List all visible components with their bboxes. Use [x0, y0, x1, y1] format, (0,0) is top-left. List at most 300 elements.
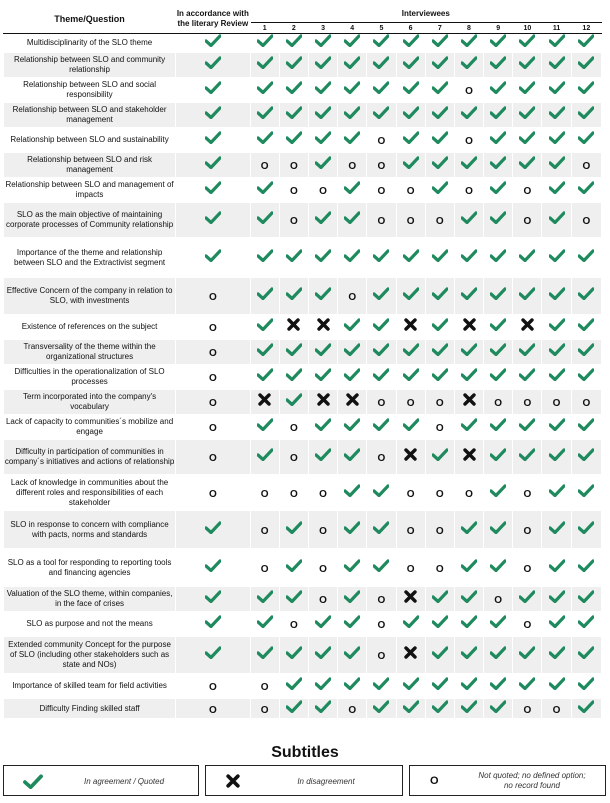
- interviewee-response-cell: [484, 415, 513, 440]
- interviewee-response-cell: [250, 699, 279, 719]
- interviewee-response-cell: [308, 340, 337, 365]
- interviewee-response-cell: [542, 238, 571, 278]
- interviewee-response-cell: [454, 53, 483, 78]
- circle-o-symbol: O: [406, 488, 415, 500]
- theme-question-cell: SLO as a tool for responding to reporting tools and financing agencies: [4, 549, 176, 587]
- interviewee-response-cell: [338, 178, 367, 203]
- checkmark-icon: [257, 287, 273, 300]
- checkmark-icon: [578, 81, 594, 94]
- interviewee-response-cell: [250, 390, 279, 415]
- interviewee-response-cell: [542, 475, 571, 511]
- interviewee-response-cell: [396, 612, 425, 637]
- interviewee-response-cell: [484, 128, 513, 153]
- checkmark-icon: [205, 646, 221, 659]
- checkmark-icon: [578, 181, 594, 194]
- literary-review-cell: [176, 549, 250, 587]
- matrix-row: [4, 153, 602, 178]
- theme-question-cell: Relationship between SLO and stakeholder management: [4, 103, 176, 128]
- checkmark-icon: [578, 615, 594, 628]
- theme-question-cell: Importance of the theme and relationship between SLO and the Extractivist segment: [4, 238, 176, 278]
- interviewee-response-cell: [250, 637, 279, 674]
- interviewee-response-cell: [513, 78, 542, 103]
- checkmark-icon: [549, 559, 565, 572]
- checkmark-icon: [519, 287, 535, 300]
- checkmark-icon: [315, 131, 331, 144]
- checkmark-icon: [373, 249, 389, 262]
- interviewee-response-cell: [367, 153, 396, 178]
- checkmark-icon: [257, 56, 273, 69]
- checkmark-icon: [549, 677, 565, 690]
- interviewee-response-cell: [425, 53, 454, 78]
- interviewee-response-cell: [338, 612, 367, 637]
- interviewee-response-cell: [571, 549, 601, 587]
- interviewee-response-cell: [571, 178, 601, 203]
- circle-o-symbol: O: [260, 682, 269, 693]
- interviewee-response-cell: [308, 153, 337, 178]
- interviewee-response-cell: [279, 278, 308, 315]
- interviewee-response-cell: [542, 612, 571, 637]
- interviewee-response-cell: [367, 674, 396, 699]
- interviewee-response-cell: [454, 674, 483, 699]
- circle-o-symbol: O: [208, 682, 217, 693]
- header-literary-review: In accordance with the literary Review: [176, 4, 250, 34]
- checkmark-icon: [286, 249, 302, 262]
- interviewee-response-cell: [454, 699, 483, 719]
- circle-o-symbol: O: [377, 136, 386, 147]
- circle-o-symbol: O: [208, 373, 217, 384]
- checkmark-icon: [490, 343, 506, 356]
- checkmark-icon: [205, 559, 221, 572]
- literary-review-cell: [176, 475, 250, 511]
- cross-icon: [258, 393, 271, 406]
- checkmark-icon: [286, 700, 302, 713]
- matrix-row: [4, 278, 602, 315]
- circle-o-symbol: O: [208, 704, 217, 716]
- interviewee-response-cell: [396, 475, 425, 511]
- interviewee-response-cell: [308, 278, 337, 315]
- circle-o-symbol: O: [406, 525, 415, 537]
- checkmark-icon: [403, 677, 419, 690]
- checkmark-icon: [461, 559, 477, 572]
- interviewee-response-cell: [513, 674, 542, 699]
- interviewee-response-cell: [338, 340, 367, 365]
- checkmark-icon: [257, 418, 273, 431]
- cross-icon: [463, 393, 476, 406]
- checkmark-icon: [432, 700, 448, 713]
- circle-o-symbol: O: [319, 563, 327, 575]
- interviewee-response-cell: [542, 587, 571, 612]
- circle-o-symbol: O: [289, 216, 298, 227]
- checkmark-icon: [519, 249, 535, 262]
- interviewee-response-cell: [513, 128, 542, 153]
- matrix-row: [4, 699, 602, 719]
- checkmark-icon: [549, 131, 565, 144]
- legend-disagree: [205, 765, 403, 796]
- interviewee-response-cell: [542, 53, 571, 78]
- circle-o-symbol: O: [289, 453, 298, 464]
- interviewee-response-cell: [250, 475, 279, 511]
- interviewee-number: 3: [308, 23, 337, 34]
- checkmark-icon: [286, 559, 302, 572]
- interviewee-response-cell: [250, 103, 279, 128]
- literary-review-cell: [176, 637, 250, 674]
- interviewee-response-cell: [250, 78, 279, 103]
- interviewee-response-cell: [338, 128, 367, 153]
- cross-icon: [317, 318, 330, 331]
- interviewee-response-cell: [396, 78, 425, 103]
- interviewee-response-cell: [484, 440, 513, 475]
- theme-question-cell: Extended community Concept for the purpose of SLO (including other stakeholders such as state and NOs): [4, 637, 176, 674]
- literary-review-cell: [176, 415, 250, 440]
- matrix-row: [4, 238, 602, 278]
- checkmark-icon: [490, 106, 506, 119]
- checkmark-icon: [344, 343, 360, 356]
- circle-o-symbol: O: [289, 186, 298, 197]
- interviewee-response-cell: [367, 390, 396, 415]
- interviewee-response-cell: [279, 415, 308, 440]
- circle-o-symbol: O: [377, 651, 386, 662]
- interviewee-response-cell: [542, 203, 571, 238]
- checkmark-icon: [432, 131, 448, 144]
- interviewee-response-cell: [279, 315, 308, 340]
- interviewee-response-cell: [542, 511, 571, 549]
- interviewee-response-cell: [484, 78, 513, 103]
- interviewee-response-cell: [308, 365, 337, 390]
- interviewee-response-cell: [279, 674, 308, 699]
- interviewee-response-cell: [484, 511, 513, 549]
- interviewee-response-cell: [484, 340, 513, 365]
- checkmark-icon: [315, 287, 331, 300]
- interviewee-response-cell: [367, 278, 396, 315]
- interviewee-response-cell: [367, 587, 396, 612]
- interviewee-response-cell: [338, 390, 367, 415]
- checkmark-icon: [461, 418, 477, 431]
- interviewee-response-cell: [425, 637, 454, 674]
- interviewee-response-cell: [396, 390, 425, 415]
- circle-o-symbol: O: [348, 161, 357, 172]
- interviewee-response-cell: [513, 153, 542, 178]
- interviewee-response-cell: [308, 238, 337, 278]
- checkmark-icon: [549, 249, 565, 262]
- interviewee-response-cell: [338, 103, 367, 128]
- checkmark-icon: [549, 156, 565, 169]
- interviewee-response-cell: [425, 128, 454, 153]
- circle-o-symbol: O: [523, 186, 532, 197]
- interviewee-response-cell: [484, 238, 513, 278]
- circle-o-symbol: O: [289, 620, 298, 631]
- checkmark-icon: [344, 368, 360, 381]
- theme-question-cell: Relationship between SLO and social responsibility: [4, 78, 176, 103]
- checkmark-icon: [519, 418, 535, 431]
- matrix-row: [4, 178, 602, 203]
- checkmark-icon: [519, 156, 535, 169]
- interviewee-response-cell: [308, 103, 337, 128]
- circle-o-symbol: O: [494, 595, 503, 606]
- checkmark-icon: [344, 484, 360, 497]
- checkmark-icon: [257, 368, 273, 381]
- interviewee-response-cell: [454, 153, 483, 178]
- interviewee-response-cell: [513, 53, 542, 78]
- checkmark-icon: [519, 34, 535, 47]
- checkmark-icon: [205, 181, 221, 194]
- interviewee-response-cell: [571, 674, 601, 699]
- interviewee-response-cell: [542, 178, 571, 203]
- cross-icon: [404, 590, 417, 603]
- interviewee-response-cell: [425, 178, 454, 203]
- checkmark-icon: [432, 34, 448, 47]
- literary-review-cell: [176, 103, 250, 128]
- interviewee-response-cell: [338, 278, 367, 315]
- interviewee-response-cell: [484, 153, 513, 178]
- interviewee-response-cell: [484, 587, 513, 612]
- literary-review-cell: [176, 390, 250, 415]
- checkmark-icon: [344, 106, 360, 119]
- interviewee-response-cell: [484, 178, 513, 203]
- interviewee-response-cell: [396, 34, 425, 53]
- interviewee-response-cell: [338, 34, 367, 53]
- checkmark-icon: [490, 368, 506, 381]
- theme-question-cell: SLO as the main objective of maintaining corporate processes of Community relationship: [4, 203, 176, 238]
- interviewee-response-cell: [454, 612, 483, 637]
- cross-icon: [317, 393, 330, 406]
- theme-question-cell: SLO as purpose and not the means: [4, 612, 176, 637]
- interviewee-response-cell: [396, 128, 425, 153]
- checkmark-icon: [315, 34, 331, 47]
- interviewee-response-cell: [571, 612, 601, 637]
- interviewee-number: 8: [454, 23, 483, 34]
- checkmark-icon: [549, 211, 565, 224]
- interviewee-response-cell: [542, 128, 571, 153]
- interviewee-response-cell: [338, 549, 367, 587]
- cross-icon: [521, 318, 534, 331]
- checkmark-icon: [286, 131, 302, 144]
- checkmark-icon: [315, 368, 331, 381]
- circle-o-symbol: O: [582, 161, 591, 172]
- checkmark-icon: [490, 34, 506, 47]
- matrix-row: [4, 128, 602, 153]
- interviewee-response-cell: [279, 203, 308, 238]
- circle-o-symbol: O: [377, 595, 386, 606]
- interviewee-response-cell: [396, 315, 425, 340]
- theme-question-cell: Relationship between SLO and risk management: [4, 153, 176, 178]
- checkmark-icon: [578, 34, 594, 47]
- circle-o-symbol: O: [377, 398, 386, 409]
- interviewee-response-cell: [250, 612, 279, 637]
- checkmark-icon: [344, 81, 360, 94]
- checkmark-icon: [344, 646, 360, 659]
- interviewee-response-cell: [425, 203, 454, 238]
- circle-o-symbol: O: [552, 704, 561, 716]
- checkmark-icon: [344, 211, 360, 224]
- interviewee-response-cell: [338, 53, 367, 78]
- cross-icon: [346, 393, 359, 406]
- checkmark-icon: [578, 287, 594, 300]
- interviewee-response-cell: [454, 34, 483, 53]
- checkmark-icon: [461, 249, 477, 262]
- interviewee-response-cell: [279, 587, 308, 612]
- interviewee-response-cell: [308, 549, 337, 587]
- interviewee-response-cell: [338, 415, 367, 440]
- interviewee-response-cell: [250, 53, 279, 78]
- checkmark-icon: [519, 590, 535, 603]
- interviewee-response-cell: [367, 415, 396, 440]
- circle-o-symbol: O: [552, 398, 561, 409]
- interviewee-response-cell: [367, 103, 396, 128]
- checkmark-icon: [549, 181, 565, 194]
- circle-o-symbol: O: [289, 423, 298, 434]
- interviewee-response-cell: [367, 203, 396, 238]
- interviewee-response-cell: [250, 315, 279, 340]
- interviewee-response-cell: [396, 511, 425, 549]
- interviewee-number: 4: [338, 23, 367, 34]
- interviewee-response-cell: [571, 440, 601, 475]
- interviewee-response-cell: [425, 278, 454, 315]
- interviewee-response-cell: [513, 699, 542, 719]
- interviewee-response-cell: [250, 203, 279, 238]
- interviewee-response-cell: [513, 365, 542, 390]
- circle-o-symbol: O: [406, 216, 415, 227]
- checkmark-icon: [578, 318, 594, 331]
- checkmark-icon: [578, 131, 594, 144]
- interviewee-response-cell: [454, 365, 483, 390]
- interviewee-response-cell: [454, 128, 483, 153]
- checkmark-icon: [432, 287, 448, 300]
- interviewee-response-cell: [338, 587, 367, 612]
- legend-title: Subtitles: [271, 744, 339, 761]
- interviewee-response-cell: [279, 511, 308, 549]
- checkmark-icon: [549, 590, 565, 603]
- checkmark-icon: [578, 249, 594, 262]
- checkmark-icon: [403, 343, 419, 356]
- interviewee-response-cell: [425, 549, 454, 587]
- interviewee-response-cell: [308, 674, 337, 699]
- theme-question-cell: Term incorporated into the company's vocabulary: [4, 390, 176, 415]
- interviewee-response-cell: [279, 637, 308, 674]
- interviewee-response-cell: [425, 340, 454, 365]
- interviewee-response-cell: [250, 365, 279, 390]
- matrix-row: [4, 340, 602, 365]
- checkmark-icon: [490, 56, 506, 69]
- checkmark-icon: [490, 615, 506, 628]
- checkmark-icon: [490, 521, 506, 534]
- interviewee-response-cell: [425, 153, 454, 178]
- circle-o-symbol: O: [582, 398, 591, 409]
- checkmark-icon: [315, 211, 331, 224]
- interviewee-response-cell: [513, 315, 542, 340]
- interviewee-response-cell: [571, 103, 601, 128]
- checkmark-icon: [519, 677, 535, 690]
- interviewee-response-cell: [396, 637, 425, 674]
- interviewee-response-cell: [571, 53, 601, 78]
- checkmark-icon: [257, 590, 273, 603]
- literary-review-cell: [176, 128, 250, 153]
- interviewee-response-cell: [308, 475, 337, 511]
- checkmark-icon: [315, 615, 331, 628]
- checkmark-icon: [286, 677, 302, 690]
- checkmark-icon: [205, 34, 221, 47]
- checkmark-icon: [373, 559, 389, 572]
- checkmark-icon: [403, 287, 419, 300]
- checkmark-icon: [578, 448, 594, 461]
- interview-matrix-table: [3, 3, 602, 719]
- interviewee-response-cell: [571, 475, 601, 511]
- circle-o-symbol: O: [319, 595, 327, 606]
- matrix-row: [4, 587, 602, 612]
- interviewee-response-cell: [367, 340, 396, 365]
- checkmark-icon: [373, 287, 389, 300]
- checkmark-icon: [490, 249, 506, 262]
- checkmark-icon: [257, 106, 273, 119]
- interviewee-response-cell: [367, 637, 396, 674]
- checkmark-icon: [432, 646, 448, 659]
- theme-question-cell: Multidisciplinarity of the SLO theme: [4, 34, 176, 53]
- interviewee-response-cell: [279, 340, 308, 365]
- circle-o-symbol: O: [319, 488, 327, 500]
- matrix-row: [4, 103, 602, 128]
- interviewee-response-cell: [308, 203, 337, 238]
- checkmark-icon: [286, 646, 302, 659]
- legend-not-quoted: [409, 765, 606, 796]
- interviewee-response-cell: [513, 278, 542, 315]
- checkmark-icon: [490, 156, 506, 169]
- checkmark-icon: [490, 131, 506, 144]
- interviewee-response-cell: [542, 415, 571, 440]
- interviewee-response-cell: [308, 637, 337, 674]
- theme-question-cell: Existence of references on the subject: [4, 315, 176, 340]
- interviewee-response-cell: [571, 128, 601, 153]
- checkmark-icon: [549, 343, 565, 356]
- circle-o-symbol: O: [523, 620, 532, 631]
- circle-o-symbol: O: [465, 488, 473, 500]
- checkmark-icon: [373, 368, 389, 381]
- checkmark-icon: [578, 559, 594, 572]
- checkmark-icon: [315, 106, 331, 119]
- checkmark-icon: [432, 81, 448, 94]
- interviewee-response-cell: [250, 34, 279, 53]
- checkmark-icon: [403, 368, 419, 381]
- theme-question-cell: Lack of knowledge in communities about the different roles and responsibilities of each stakeholder: [4, 475, 176, 511]
- checkmark-icon: [578, 418, 594, 431]
- interviewee-response-cell: [454, 440, 483, 475]
- interviewee-response-cell: [367, 53, 396, 78]
- literary-review-cell: [176, 153, 250, 178]
- checkmark-icon: [205, 521, 221, 534]
- interviewee-response-cell: [338, 637, 367, 674]
- cross-icon: [404, 646, 417, 659]
- circle-o-symbol: O: [377, 453, 386, 464]
- checkmark-icon: [257, 615, 273, 628]
- interviewee-response-cell: [250, 278, 279, 315]
- checkmark-icon: [549, 81, 565, 94]
- interviewee-response-cell: [396, 340, 425, 365]
- checkmark-icon: [373, 106, 389, 119]
- circle-o-symbol: O: [435, 398, 444, 409]
- matrix-row: [4, 390, 602, 415]
- checkmark-icon: [432, 590, 448, 603]
- interviewee-response-cell: [396, 203, 425, 238]
- interviewee-response-cell: [396, 440, 425, 475]
- cross-icon: [404, 448, 417, 461]
- interviewee-response-cell: [396, 178, 425, 203]
- checkmark-icon: [315, 677, 331, 690]
- literary-review-cell: [176, 78, 250, 103]
- interviewee-response-cell: [308, 178, 337, 203]
- interviewee-number: 6: [396, 23, 425, 34]
- checkmark-icon: [344, 677, 360, 690]
- interviewee-response-cell: [425, 587, 454, 612]
- interviewee-response-cell: [250, 178, 279, 203]
- interviewee-response-cell: [571, 415, 601, 440]
